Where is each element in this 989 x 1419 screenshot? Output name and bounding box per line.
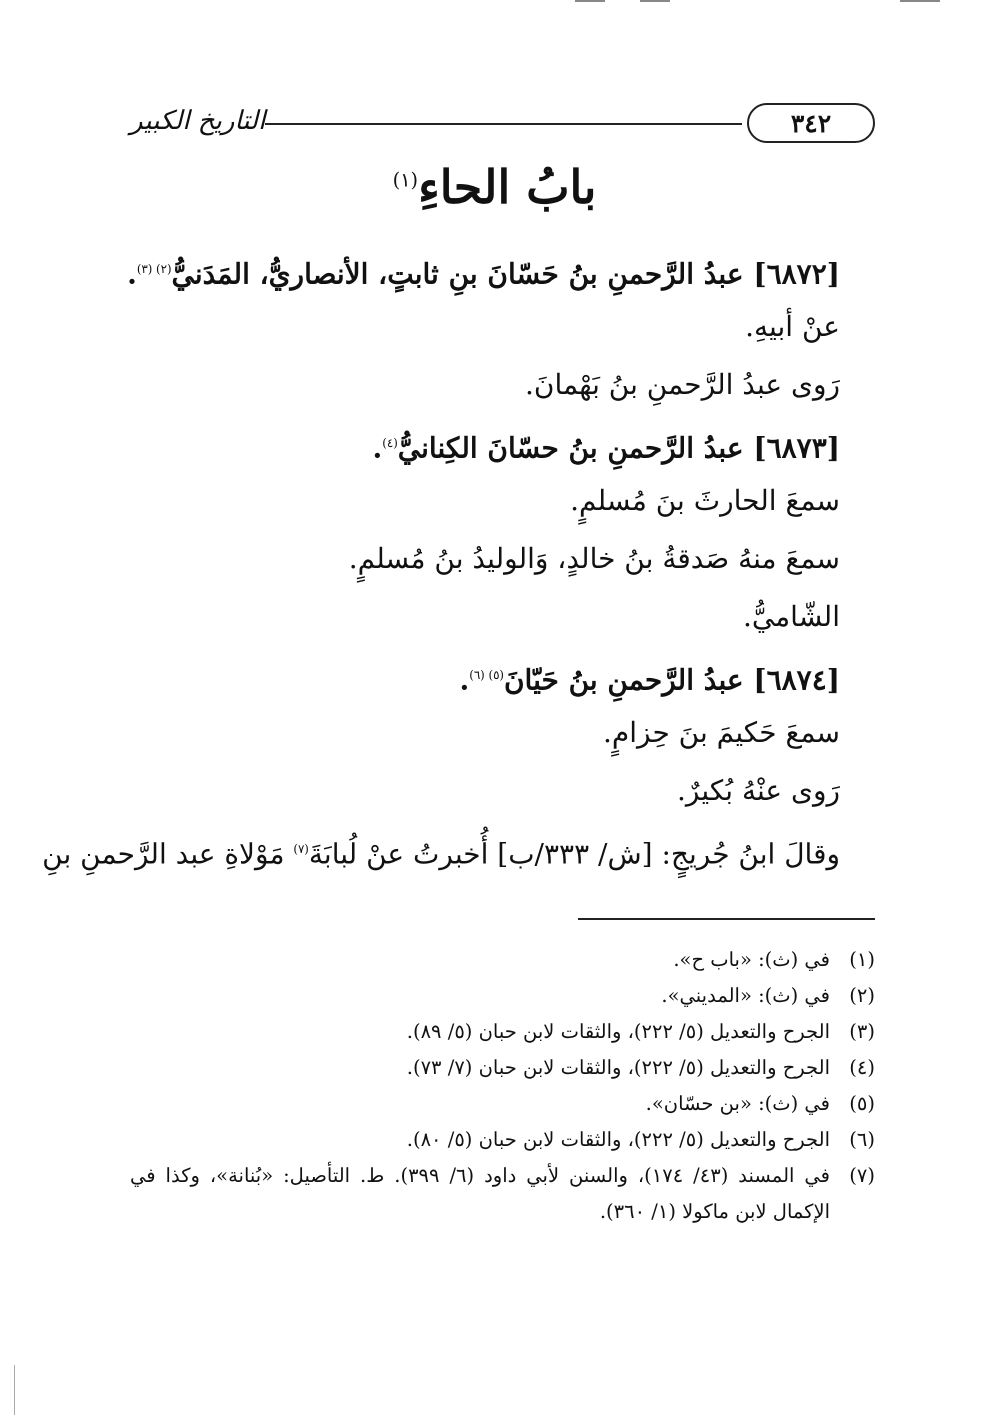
line-end: .: [372, 431, 383, 465]
footnote-number: (٧): [849, 1164, 875, 1187]
footnote-separator: [578, 918, 875, 920]
footnote: [130, 942, 875, 978]
line-text: عنْ أبيهِ.: [745, 310, 840, 343]
text-line: [42, 820, 840, 878]
footnote-ref: (٤): [382, 436, 398, 450]
text-line: [100, 588, 840, 646]
footnotes: [130, 942, 875, 1230]
footnote-number: (١): [849, 948, 875, 971]
footnote: [130, 1086, 875, 1122]
line-end: .: [459, 663, 470, 697]
entry-heading: [100, 646, 840, 704]
footnote-ref: (٢) (٣): [136, 262, 172, 276]
text-line: [100, 762, 840, 820]
line-text: الشّاميُّ.: [742, 600, 840, 633]
footnote-number: (٣): [849, 1020, 875, 1043]
line-text: رَوى عنْهُ بُكيرٌ.: [677, 774, 840, 807]
footnote: [130, 1050, 875, 1086]
line-text: رَوى عبدُ الرَّحمنِ بنُ بَهْمانَ.: [525, 368, 840, 401]
chapter-title-text: بابُ الحاءِ: [418, 160, 597, 214]
entry-heading: [100, 414, 840, 472]
footnote-number: (٢): [849, 984, 875, 1007]
footnote: [130, 1014, 875, 1050]
margin-mark: [14, 1365, 15, 1415]
main-text: [42, 240, 840, 878]
text-line: [100, 472, 840, 530]
entry-heading: [100, 240, 840, 298]
chapter-title: [0, 160, 989, 214]
top-edge-mark: [640, 0, 670, 2]
footnote: [130, 1122, 875, 1158]
footnote-text: في (ث): «المديني».: [661, 984, 830, 1007]
line-text: [٦٨٧٤] عبدُ الرَّحمنِ بنُ حَيّانَ: [503, 663, 840, 697]
top-edge-mark: [575, 0, 605, 2]
line-text: سمعَ منهُ صَدقةُ بنُ خالدٍ، وَالوليدُ بنُ مُسلمٍ.: [348, 542, 840, 575]
footnote-text: الجرح والتعديل (٥/ ٢٢٢)، والثقات لابن حبان (٥/ ٨٩).: [406, 1020, 830, 1043]
line-text: سمعَ الحارثَ بنَ مُسلمٍ.: [570, 484, 840, 517]
text-line: [100, 530, 840, 588]
footnote-ref: (١): [392, 168, 419, 192]
page-header: [130, 100, 875, 150]
footnote: [130, 978, 875, 1014]
footnote-text: في (ث): «بن حسّان».: [645, 1092, 830, 1115]
line-text: [٦٨٧٣] عبدُ الرَّحمنِ بنُ حسّانَ الكِنانيُّ: [397, 431, 840, 465]
line-text: [٦٨٧٢] عبدُ الرَّحمنِ بنُ حَسّانَ بنِ ثابتٍ، الأنصاريُّ، المَدَنيُّ: [171, 257, 840, 291]
footnote-ref: (٧): [293, 842, 309, 856]
page-number: ٣٤٢: [747, 103, 875, 143]
book-title: التاريخ الكبير: [130, 106, 266, 136]
line-end: مَوْلاةِ عبد الرَّحمنِ بنِ: [42, 837, 294, 871]
text-line: [100, 356, 840, 414]
footnote-text: الجرح والتعديل (٥/ ٢٢٢)، والثقات لابن حبان (٧/ ٧٣).: [406, 1056, 830, 1079]
line-end: .: [127, 257, 137, 291]
line-text: سمعَ حَكيمَ بنَ حِزامٍ.: [603, 716, 840, 749]
top-edge-mark: [900, 0, 940, 2]
text-line: [100, 704, 840, 762]
footnote-number: (٦): [849, 1128, 875, 1151]
header-rule: [265, 123, 742, 125]
footnote: [130, 1158, 875, 1230]
text-line: [100, 298, 840, 356]
footnote-ref: (٥) (٦): [469, 668, 504, 682]
footnote-text: في المسند (٤٣/ ١٧٤)، والسنن لأبي داود (٦/ ٣٩٩). ط. التأصيل: «بُنانة»، وكذا في الإكمال لابن ماكولا (١/ ٣٦٠).: [130, 1164, 830, 1223]
footnote-number: (٥): [849, 1092, 875, 1115]
footnote-text: في (ث): «باب ح».: [673, 948, 830, 971]
line-text: وقالَ ابنُ جُريجٍ: [ش/ ٣٣٣/ب] أُخبرتُ عنْ لُبابَةَ: [308, 837, 840, 871]
footnote-text: الجرح والتعديل (٥/ ٢٢٢)، والثقات لابن حبان (٥/ ٨٠).: [406, 1128, 830, 1151]
footnote-number: (٤): [849, 1056, 875, 1079]
